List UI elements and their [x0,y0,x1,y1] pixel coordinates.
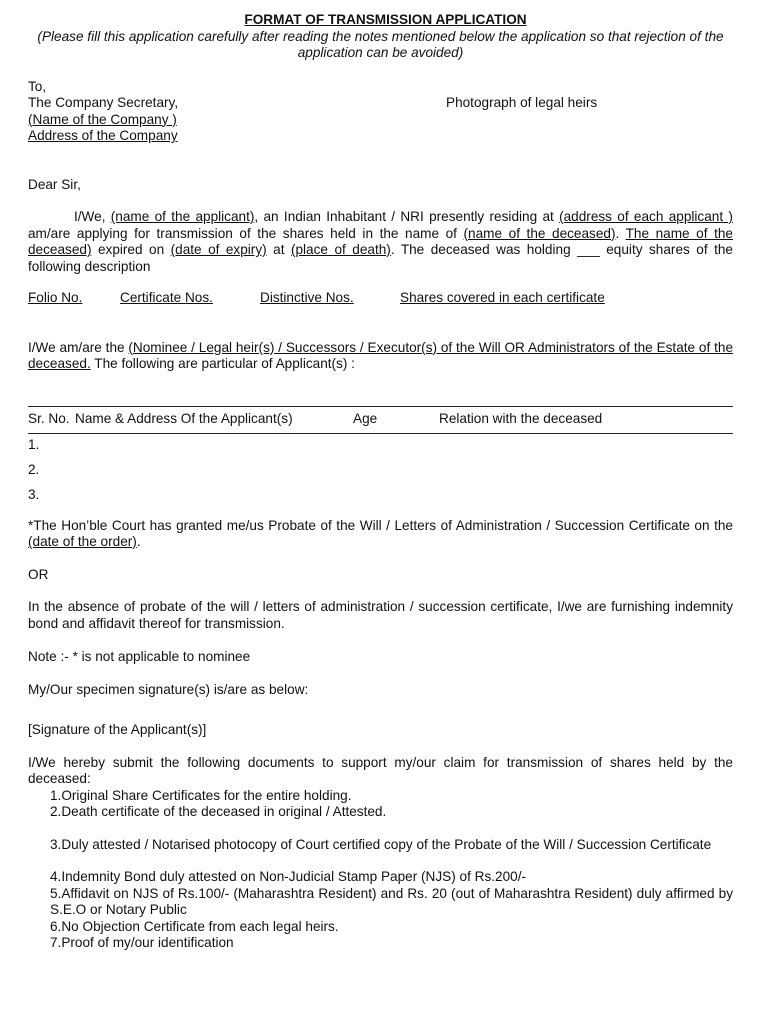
list-item: 7.Proof of my/our identification [50,935,234,950]
list-item: 1.Original Share Certificates for the entire holding. [50,787,352,803]
company-address-placeholder: Address of the Company [28,128,178,143]
table-row: 3. [28,486,40,502]
salutation: Dear Sir, [28,176,81,192]
applicant-role-placeholder: (Nominee / Legal heir(s) / Successors / Executor(s) of the Will OR Administrators of the Estate of the deceased. [28,339,734,371]
or-separator: OR [28,566,49,582]
list-item: 6.No Objection Certificate from each legal heirs. [50,918,339,934]
deceased-name-placeholder: (name of the deceased) [463,225,616,241]
application-form [28,12,733,952]
company-name-placeholder: (Name of the Company ) [28,111,177,127]
paragraph-absence-of-probate: In the absence of probate of the will / letters of administration / succession certificate, I/we are furnishing indemnity bond and affidavit thereof for transmission. [28,599,733,631]
paragraph-court-probate: *The Hon’ble Court has granted me/us Probate of the Will / Letters of Administration / Succession Certificate on the (date of the order). [28,517,733,549]
share-columns-header [28,290,733,307]
photo-label: Photograph of legal heirs [446,94,598,110]
documents-list [28,788,733,952]
addressee-block [28,79,733,145]
list-item: 3.Duly attested / Notarised photocopy of Court certified copy of the Probate of the Will / Succession Certificate [50,836,712,852]
shares-covered-header: Shares covered in each certificate [400,290,605,305]
form-title: FORMAT OF TRANSMISSION APPLICATION [244,12,527,27]
distinctive-nos-header: Distinctive Nos. [260,290,354,305]
order-date-placeholder: (date of the order) [28,534,137,549]
relation-header: Relation with the deceased [439,411,603,427]
sr-no-header: Sr. No. [28,411,70,427]
age-header: Age [353,411,378,427]
applicant-name-placeholder: (name of the applicant) [110,209,255,224]
to-line: To, [28,78,47,94]
expiry-date-placeholder: (date of expiry) [170,242,267,257]
table-row: 2. [28,461,40,477]
deceased-name-placeholder-2: The name of the deceased) [28,225,733,257]
paragraph-applicant-role: I/We am/are the (Nominee / Legal heir(s) / Successors / Executor(s) of the Will OR Administrators of the Estate of the deceased. The following are particular of Applicant(s) : [28,339,734,371]
specimen-signature-line: My/Our specimen signature(s) is/are as below: [28,681,309,697]
note-line: Note :- * is not applicable to nominee [28,649,251,664]
name-address-header: Name & Address Of the Applicant(s) [75,411,293,427]
list-item: 2.Death certificate of the deceased in original / Attested. [50,804,387,819]
place-of-death-placeholder: (place of death) [290,242,391,257]
form-subtitle: (Please fill this application carefully after reading the notes mentioned below the application so that rejection of the application can be avoided) [37,28,724,60]
folio-no-header: Folio No. [28,290,83,305]
signature-placeholder: [Signature of the Applicant(s)] [28,722,207,737]
applicant-rows [28,436,733,511]
table-row: 1. [28,436,40,452]
applicant-table-header [28,406,733,434]
paragraph-applicant-details: I/We, (name of the applicant), an Indian Inhabitant / NRI presently residing at (address of each applicant ) am/are applying for transmission of the shares held in the name of (name of the deceased). The name of the deceased) expired on (date of expiry) at (place of death). The deceased was holding ___ equity shares of the following description [28,209,733,274]
paragraph-documents-intro: I/We hereby submit the following documents to support my/our claim for transmission of shares held by the deceased: [28,754,733,786]
certificate-nos-header: Certificate Nos. [120,290,213,305]
list-item: 4.Indemnity Bond duly attested on Non-Judicial Stamp Paper (NJS) of Rs.200/- [50,869,527,884]
secretary-line: The Company Secretary, [28,95,179,110]
list-item: 5.Affidavit on NJS of Rs.100/- (Maharashtra Resident) and Rs. 20 (out of Maharashtra Resident) duly affirmed by S.E.O or Notary Public [50,885,733,917]
applicant-address-placeholder: (address of each applicant ) [559,209,733,224]
